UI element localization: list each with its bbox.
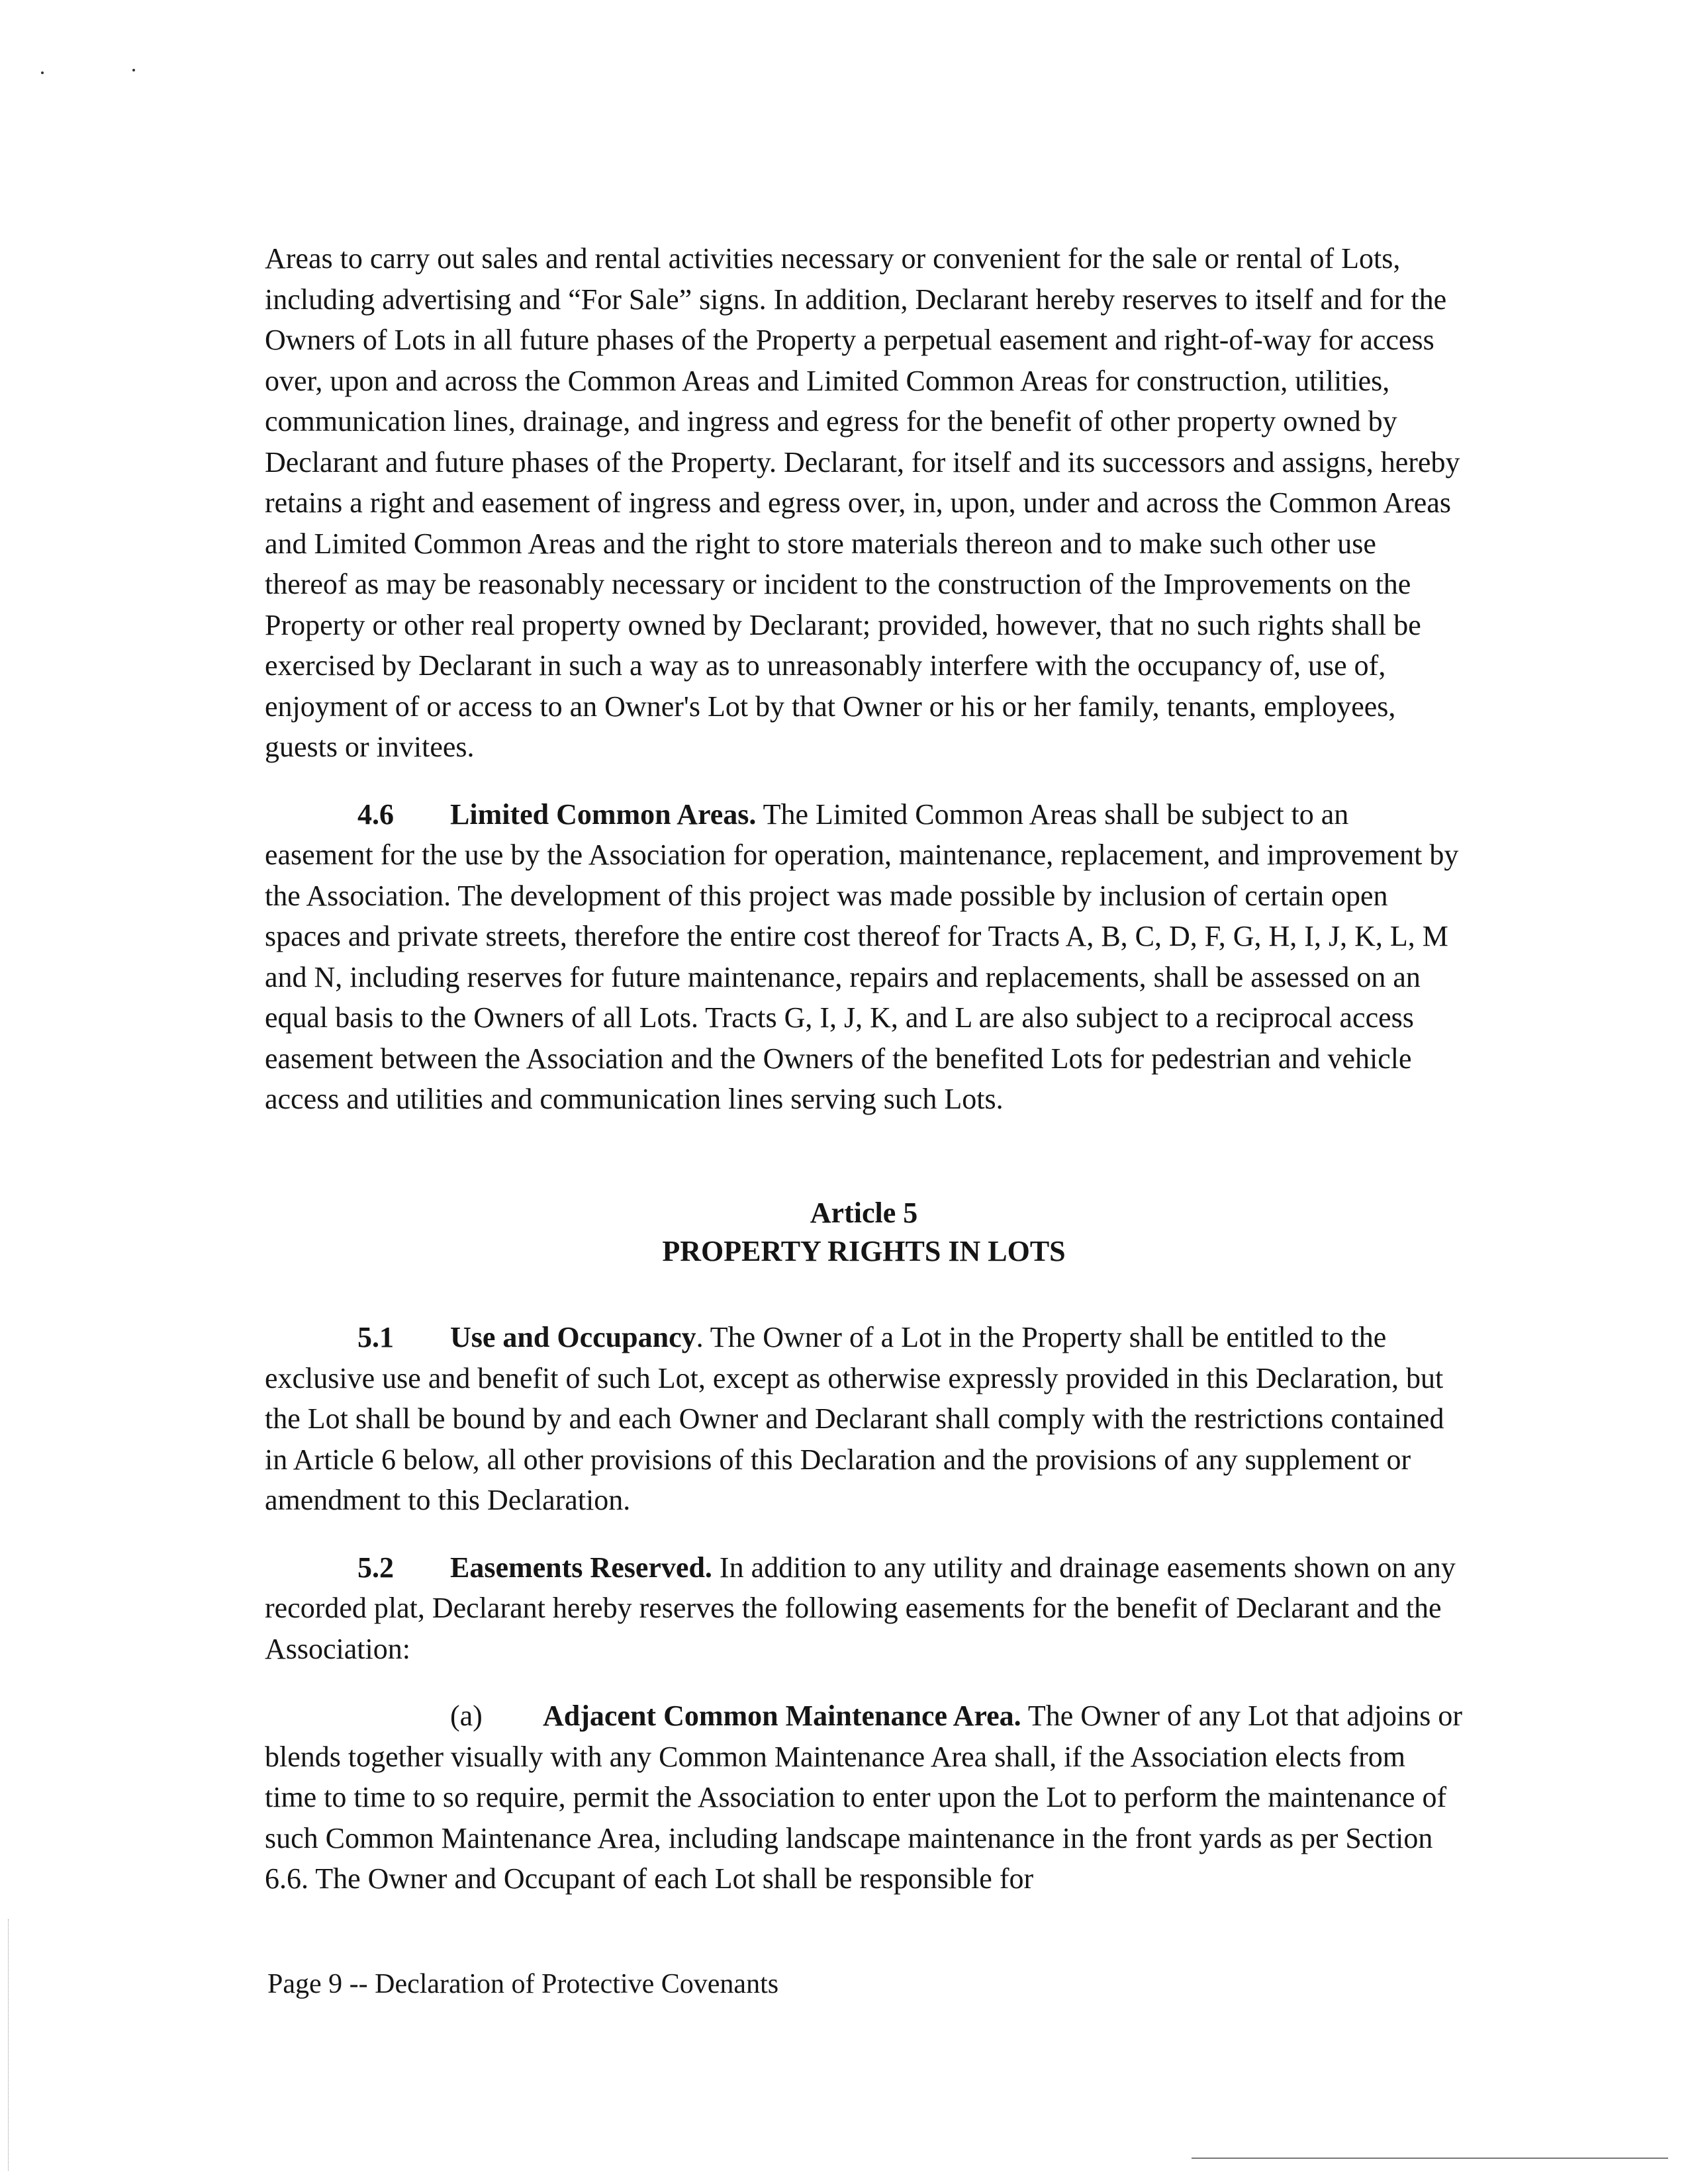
subsection-number: (a) xyxy=(450,1700,483,1732)
subsection-a xyxy=(265,1696,1463,1899)
section-number: 5.1 xyxy=(357,1321,394,1353)
scan-artifact-dot xyxy=(41,71,44,74)
section-title: Easements Reserved. xyxy=(450,1551,712,1584)
scan-artifact-dot xyxy=(132,69,135,71)
scan-edge-line xyxy=(1192,2158,1668,2159)
subsection-title: Adjacent Common Maintenance Area. xyxy=(543,1700,1021,1732)
paragraph-continued: Areas to carry out sales and rental activities necessary or convenient for the sale or rental of Lots, including advertising and “For Sale” signs. In addition, Declarant hereby reserves to itself and for the Owners of Lots in all future phases of the Property a perpetual easement and right-of-way for access over, upon and across the Common Areas and Limited Common Areas for construction, utilities, communication lines, drainage, and ingress and egress for the benefit of other property owned by Declarant and future phases of the Property. Declarant, for itself and its successors and assigns, hereby retains a right and easement of ingress and egress over, in, upon, under and across the Common Areas and Limited Common Areas and the right to store materials thereon and to make such other use thereof as may be reasonably necessary or incident to the construction of the Improvements on the Property or other real property owned by Declarant; provided, however, that no such rights shall be exercised by Declarant in such a way as to unreasonably interfere with the occupancy of, use of, enjoyment of or access to an Owner's Lot by that Owner or his or her family, tenants, employees, guests or invitees. xyxy=(265,242,1460,763)
section-number: 5.2 xyxy=(357,1551,394,1584)
section-4-6 xyxy=(265,794,1463,1120)
section-5-2 xyxy=(265,1547,1463,1670)
section-5-1 xyxy=(265,1317,1463,1521)
section-title: Limited Common Areas. xyxy=(450,797,757,831)
scan-left-edge xyxy=(8,1919,9,2171)
section-number: 4.6 xyxy=(357,797,394,831)
subsection-body: The Owner of any Lot that adjoins or blends together visually with any Common Maintenance Area shall, if the Association elects from time to time to so require, permit the Association to enter upon the Lot to perform the maintenance of such Common Maintenance Area, including landscape maintenance in the front yards as per Section 6.6. The Owner and Occupant of each Lot shall be responsible for xyxy=(265,1700,1463,1895)
section-title: Use and Occupancy xyxy=(450,1321,696,1353)
section-body: The Limited Common Areas shall be subject to an easement for the use by the Association for operation, maintenance, replacement, and improvement by the Association. The development of this project was made possible by inclusion of certain open spaces and private streets, therefore the entire cost thereof for Tracts A, B, C, D, F, G, H, I, J, K, L, M and N, including reserves for future maintenance, repairs and replacements, shall be assessed on an equal basis to the Owners of all Lots. Tracts G, I, J, K, and L are also subject to a reciprocal access easement between the Association and the Owners of the benefited Lots for pedestrian and vehicle access and utilities and communication lines serving such Lots. xyxy=(265,797,1459,1115)
page-footer: Page 9 -- Declaration of Protective Covenants xyxy=(267,1969,779,1999)
article-heading xyxy=(265,1194,1463,1271)
body-text xyxy=(265,238,1463,1160)
section-body: . The Owner of a Lot in the Property shall be entitled to the exclusive use and benefit of such Lot, except as otherwise expressly provided in this Declaration, but the Lot shall be bound by and each Owner and Declarant shall comply with the restrictions contained in Article 6 below, all other provisions of this Declaration and the provisions of any supplement or amendment to this Declaration. xyxy=(265,1321,1444,1516)
article-title: PROPERTY RIGHTS IN LOTS xyxy=(662,1235,1066,1267)
article-label: Article 5 xyxy=(810,1197,918,1229)
section-body: In addition to any utility and drainage easements shown on any recorded plat, Declarant hereby reserves the following easements for the benefit of Declarant and the Association: xyxy=(265,1551,1456,1665)
body-text-article-5 xyxy=(265,1317,1463,1899)
